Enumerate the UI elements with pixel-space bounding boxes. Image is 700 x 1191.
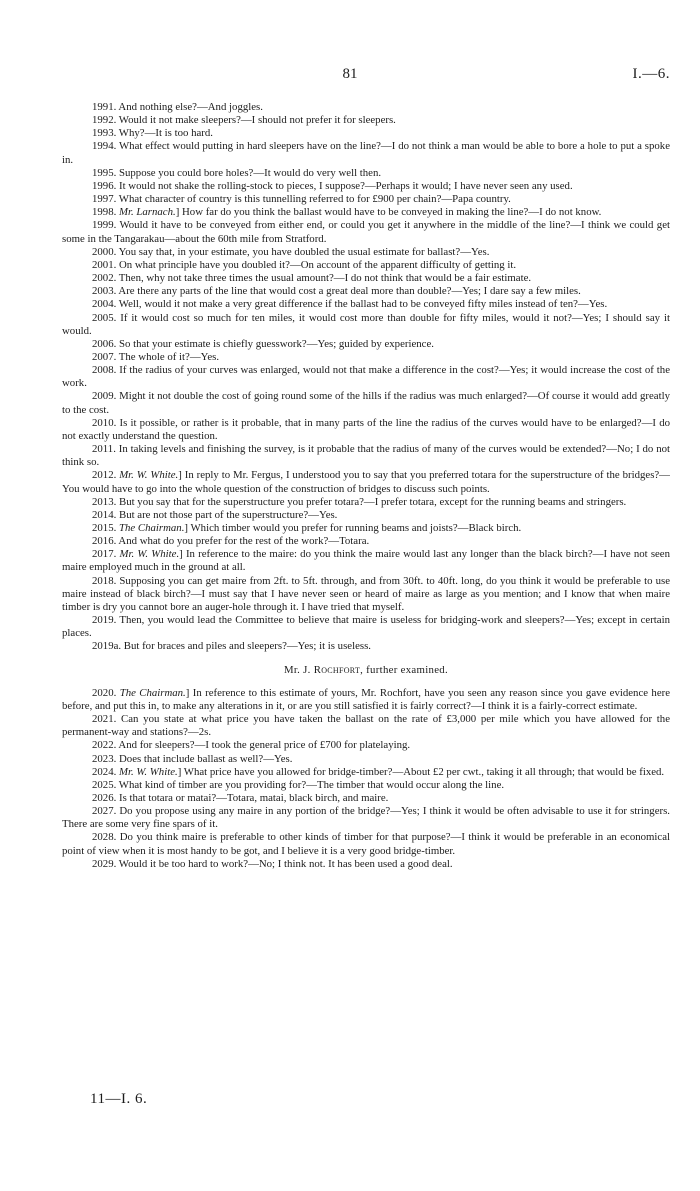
evidence-paragraph: 2000. You say that, in your estimate, you have doubled the usual estimate for ballast?—Yes. bbox=[92, 245, 490, 258]
evidence-paragraph: 2013. But you say that for the superstructure you prefer totara?—I prefer totara, except for the running beams and stringers. bbox=[92, 495, 627, 508]
evidence-paragraph: 1994. What effect would putting in hard sleepers have on the line?—I do not think a man would be able to bore a hole to put a spoke in. bbox=[62, 140, 670, 166]
evidence-paragraph: 2027. Do you propose using any maire in any portion of the bridge?—Yes; I think it would be often advisable to use it for stringers. There are some very fine spars of it. bbox=[62, 805, 670, 831]
evidence-paragraph: 2004. Well, would it not make a very great difference if the ballast had to be conveyed fifty miles instead of ten?—Yes. bbox=[92, 298, 608, 311]
evidence-paragraph: 2014. But are not those part of the superstructure?—Yes. bbox=[92, 508, 338, 521]
evidence-paragraph: 2017. Mr. W. White.] In reference to the maire: do you think the maire would last any longer than the black birch?—I have not seen maire employed much in the ground at all. bbox=[62, 548, 670, 574]
evidence-paragraph: 2029. Would it be too hard to work?—No; I think not. It has been used a good deal. bbox=[92, 857, 453, 870]
evidence-paragraph: 2026. Is that totara or matai?—Totara, matai, black birch, and maire. bbox=[92, 791, 389, 804]
evidence-paragraph: 2009. Might it not double the cost of going round some of the hills if the radius was much enlarged?—Of course it would add greatly to the cost. bbox=[62, 390, 670, 416]
document-reference: I.—6. bbox=[632, 66, 670, 82]
evidence-paragraph: 2011. In taking levels and finishing the survey, is it probable that the radius of many of the curves would be extended?—No; I do not think so. bbox=[62, 443, 670, 469]
evidence-paragraph: 2019a. But for braces and piles and sleepers?—Yes; it is useless. bbox=[92, 640, 371, 653]
evidence-paragraph: 2028. Do you think maire is preferable to other kinds of timber for that purpose?—I think it would be preferable in an economical point of view when it is most handy to be got, and I believe it is a very good bridge-timber. bbox=[62, 831, 670, 857]
evidence-paragraph: 2021. Can you state at what price you have taken the ballast on the rate of £3,000 per mile which you have allowed for the permanent-way and stations?—2s. bbox=[62, 713, 670, 739]
evidence-paragraph: 2002. Then, why not take three times the usual amount?—I do not think that would be a fair estimate. bbox=[92, 272, 532, 285]
evidence-paragraph: 2003. Are there any parts of the line that would cost a great deal more than double?—Yes; I dare say a few miles. bbox=[92, 285, 581, 298]
evidence-paragraph: 2015. The Chairman.] Which timber would you prefer for running beams and joists?—Black birch. bbox=[92, 522, 522, 534]
evidence-paragraph: 2006. So that your estimate is chiefly guesswork?—Yes; guided by experience. bbox=[92, 337, 434, 350]
evidence-paragraph: 2012. Mr. W. White.] In reply to Mr. Fergus, I understood you to say that you preferred totara for the superstructure of the bridges?—You would have to go into the whole question of the construction of bridges to discuss such points. bbox=[62, 469, 670, 495]
witness-subheading: Mr. J. Rochfort, further examined. bbox=[283, 663, 448, 676]
speaker-name: Mr. Larnach. bbox=[119, 206, 176, 219]
evidence-paragraph: 2007. The whole of it?—Yes. bbox=[92, 350, 220, 363]
evidence-paragraph: 2008. If the radius of your curves was enlarged, would not that make a difference in the cost?—Yes; it would increase the cost of the work. bbox=[62, 364, 670, 390]
evidence-paragraph: 2022. And for sleepers?—I took the general price of £700 for platelaying. bbox=[92, 739, 411, 752]
evidence-paragraph: 2018. Supposing you can get maire from 2ft. to 5ft. through, and from 30ft. to 40ft. long, do you think it would be preferable to use maire instead of black birch?—I must say that I have never seen or heard of maire as large as you mention; and I know that when maire timber is dry you cannot bore an auger-hole through it. I have tried that myself. bbox=[62, 574, 670, 613]
evidence-paragraph: 2023. Does that include ballast as well?—Yes. bbox=[92, 752, 293, 765]
evidence-paragraph: 1993. Why?—It is too hard. bbox=[92, 127, 213, 140]
evidence-paragraph: 2010. Is it possible, or rather is it probable, that in many parts of the line the radius of the curves would have to be enlarged?—I do not exactly understand the question. bbox=[62, 416, 670, 442]
evidence-paragraph: 1995. Suppose you could bore holes?—It would do very well then. bbox=[92, 166, 382, 179]
evidence-paragraph: 1998. Mr. Larnach.] How far do you think the ballast would have to be conveyed in making the line?—I do not know. bbox=[92, 206, 602, 219]
speaker-name: Mr. W. White. bbox=[119, 765, 178, 778]
page-number: 81 bbox=[342, 66, 358, 82]
evidence-paragraph: 2020. The Chairman.] In reference to this estimate of yours, Mr. Rochfort, have you seen any reason since you gave evidence here before, and put this in, to make any alterations in it, or are you still satisfied it is fairly correct?—I think it is a fairly-correct estimate. bbox=[62, 686, 671, 712]
evidence-paragraph: 2001. On what principle have you doubled it?—On account of the apparent difficulty of getting it. bbox=[92, 258, 517, 271]
speaker-name: The Chairman. bbox=[119, 686, 186, 699]
printer-signature: 11—I. 6. bbox=[90, 1091, 148, 1107]
evidence-section-2 bbox=[62, 687, 670, 871]
evidence-paragraph: 1992. Would it not make sleepers?—I should not prefer it for sleepers. bbox=[92, 114, 396, 127]
speaker-name: The Chairman. bbox=[119, 522, 185, 534]
evidence-section-1 bbox=[62, 101, 670, 654]
evidence-paragraph: 2024. Mr. W. White.] What price have you allowed for bridge-timber?—About £2 per cwt., taking it all through; that would be fixed. bbox=[92, 765, 665, 778]
evidence-paragraph: 2016. And what do you prefer for the rest of the work?—Totara. bbox=[92, 535, 370, 548]
evidence-paragraph: 1999. Would it have to be conveyed from either end, or could you get it anywhere in the middle of the line?—I think we could get some in the Tangarakau—about the 60th mile from Stratford. bbox=[62, 219, 670, 245]
evidence-paragraph: 1991. And nothing else?—And joggles. bbox=[92, 101, 263, 113]
evidence-paragraph: 1996. It would not shake the rolling-stock to pieces, I suppose?—Perhaps it would; I have never seen any used. bbox=[92, 179, 573, 192]
evidence-body bbox=[62, 101, 670, 871]
speaker-name: Mr. W. White. bbox=[119, 469, 179, 482]
evidence-paragraph: 2019. Then, you would lead the Committee to believe that maire is useless for bridging-work and sleepers?—Yes; except in certain places. bbox=[62, 614, 670, 640]
speaker-name: Mr. W. White. bbox=[119, 548, 180, 561]
evidence-paragraph: 2005. If it would cost so much for ten miles, it would cost more than double for fifty miles, would it not?—Yes; I should say it would. bbox=[62, 311, 670, 337]
evidence-paragraph: 2025. What kind of timber are you providing for?—The timber that would occur along the line. bbox=[92, 778, 505, 791]
evidence-paragraph: 1997. What character of country is this tunnelling referred to for £900 per chain?—Papa country. bbox=[92, 193, 511, 206]
